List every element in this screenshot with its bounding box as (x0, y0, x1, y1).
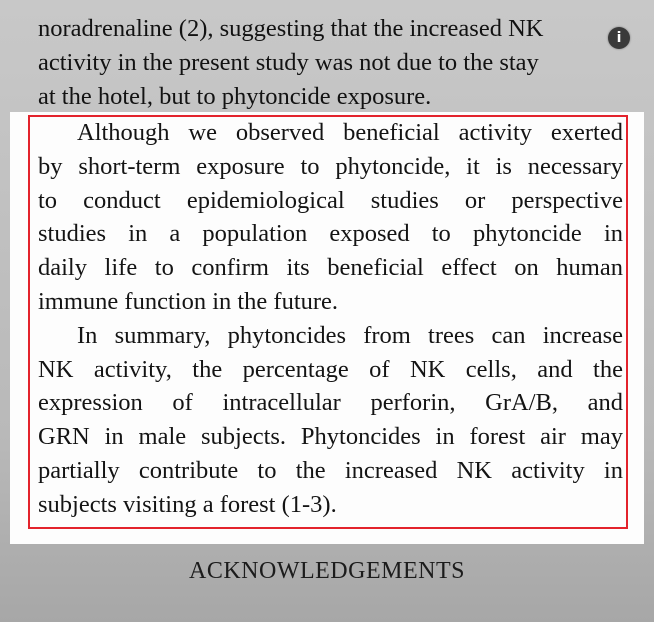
text-line: activity in the present study was not due to the stay (38, 49, 539, 76)
document-card (10, 112, 644, 544)
text-line: noradrenaline (2), suggesting that the increased NK (38, 15, 544, 42)
section-heading: ACKNOWLEDGEMENTS (189, 558, 465, 584)
text-line: GRN in male subjects. Phytoncides in forest air may (38, 423, 623, 451)
highlighted-text (38, 116, 623, 522)
text-line: In summary, phytoncides from trees can increase (77, 321, 623, 349)
text-line: NK activity, the percentage of NK cells, and the (38, 355, 623, 383)
text-line: daily life to confirm its beneficial effect on human (38, 254, 623, 282)
text-line: to conduct epidemiological studies or perspective (38, 186, 623, 214)
text-line: by short-term exposure to phytoncide, it is necessary (38, 152, 623, 180)
preceding-paragraph (38, 12, 628, 114)
text-line: subjects visiting a forest (1-3). (38, 490, 337, 518)
text-line: Although we observed beneficial activity exerted (77, 119, 623, 146)
text-line: immune function in the future. (38, 287, 339, 315)
text-line: at the hotel, but to phytoncide exposure. (38, 83, 432, 110)
text-line: expression of intracellular perforin, GrA/B, and (38, 389, 623, 417)
text-line: studies in a population exposed to phytoncide in (38, 220, 623, 248)
text-line: partially contribute to the increased NK activity in (38, 456, 623, 484)
info-icon[interactable]: i (608, 27, 630, 49)
